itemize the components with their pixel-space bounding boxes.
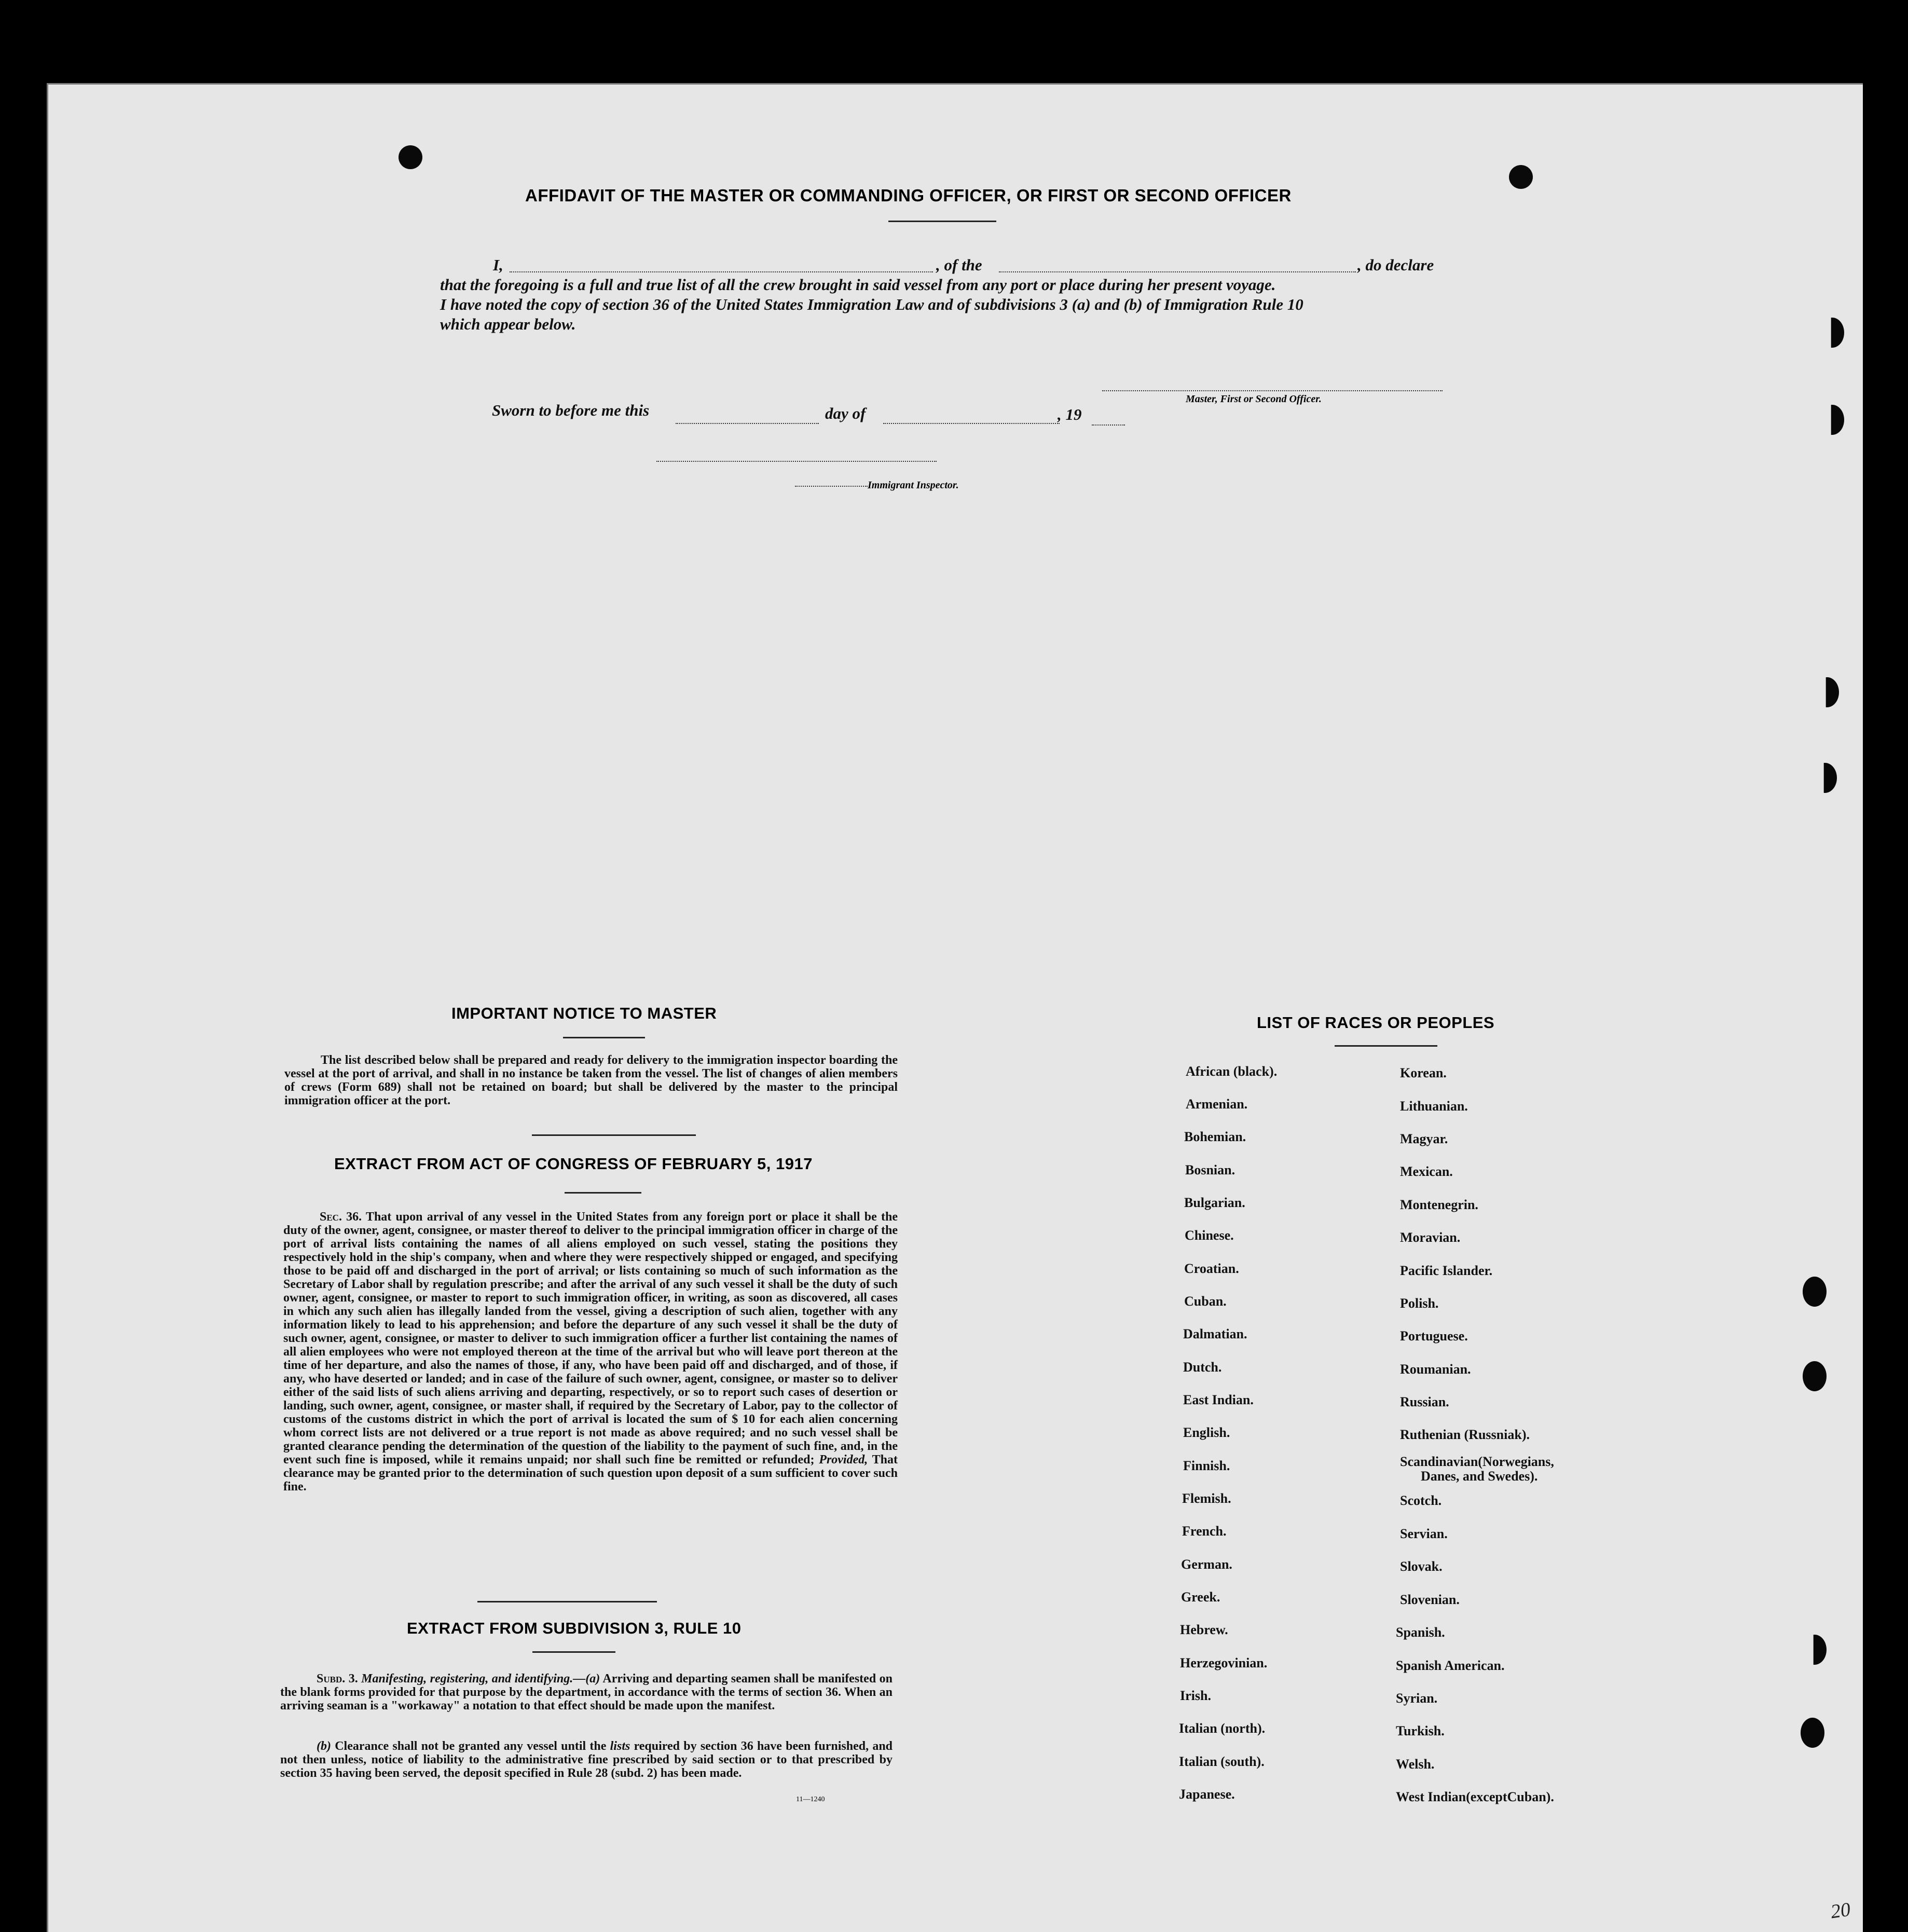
part-a-label: —(a) <box>573 1672 600 1686</box>
sworn-label: Sworn to before me this <box>492 401 650 419</box>
affidavit-declaration-row <box>493 255 503 275</box>
part-b-lists: lists <box>610 1739 630 1753</box>
race-item: Dutch. <box>1183 1360 1222 1375</box>
section-label: Sec. 36. <box>320 1210 362 1224</box>
race-item: Spanish. <box>1396 1625 1445 1640</box>
section-36-text: That upon arrival of any vessel in the United States from any foreign port or place it shall be the duty of the owner, agent, consignee, or master thereof to deliver to the principal immigration officer in charge of the port of arrival lists containing the names of all aliens employed on such vessel, stating the positions they respectively hold in the ship's company, when and where they were respectively shipped or engaged, and specifying those to be paid off and discharged in the port of arrival; or lists containing so much of such information as the Secretary of Labor shall by regulation prescribe; and after the arrival of any such vessel it shall be the duty of such owner, agent, consignee, or master to report to such immigration officer, in writing, as soon as discovered, all cases in which any such alien has illegally landed from the vessel, giving a description of such alien, together with any information likely to lead to his apprehension; and before the departure of any such vessel it shall be the duty of such owner, agent, consignee, or master to deliver to such immigration officer a further list containing the names of all alien employees who were not employed thereon at the time of the arrival but who will leave port thereon at the time of her departure, and also the names of those, if any, who have been paid off and discharged, and of those, if any, who have deserted or landed; and in case of the failure of such owner, agent, consignee, or master so to deliver either of the said lists of such aliens arriving and departing, respectively, or so to report such cases of desertion or landing, such owner, agent, consignee, or master shall, if required by the Secretary of Labor, pay to the collector of customs of the customs district in which the port of arrival is located the sum of $ 10 for each alien concerning whom correct lists are not delivered or a true report is not made as above required; and no such vessel shall be granted clearance pending the determination of the question of the liability to the payment of such fine, and, in the event such fine is imposed, while it remains unpaid; nor shall such fine be remitted or refunded; <box>283 1210 898 1467</box>
part-b-text-1: Clearance shall not be granted any vessel until the <box>335 1739 607 1753</box>
divider <box>477 1601 657 1602</box>
race-item: Hebrew. <box>1180 1622 1228 1637</box>
race-item: Pacific Islander. <box>1400 1263 1493 1278</box>
i-label: I, <box>493 256 503 274</box>
sworn-day-field[interactable] <box>676 423 819 424</box>
divider <box>563 1037 645 1038</box>
inspector-caption: Immigrant Inspector. <box>868 479 959 491</box>
race-item: Magyar. <box>1400 1131 1448 1146</box>
races-title: LIST OF RACES OR PEOPLES <box>1257 1013 1495 1032</box>
rule-extract-title: EXTRACT FROM SUBDIVISION 3, RULE 10 <box>407 1619 742 1637</box>
race-item: Slovak. <box>1400 1559 1443 1574</box>
race-item: French. <box>1182 1524 1227 1539</box>
vessel-field[interactable] <box>999 271 1356 272</box>
race-item: Bohemian. <box>1184 1129 1246 1144</box>
race-item: Mexican. <box>1400 1164 1453 1179</box>
rule-extract-part-b <box>280 1739 893 1780</box>
race-item: Greek. <box>1181 1590 1220 1605</box>
race-item: Chinese. <box>1185 1228 1234 1243</box>
binder-hole <box>1803 1277 1827 1307</box>
part-a-text: Arriving and departing seamen shall be manifested on the blank forms provided for that purpose by the department, in accordance with the terms of section 36. When an arriving seaman is a "workaway" a notation to that effect should be made upon the manifest. <box>280 1672 893 1712</box>
race-item: Croatian. <box>1184 1261 1239 1276</box>
binder-hole <box>1801 1718 1824 1748</box>
race-item: Italian (south). <box>1179 1754 1265 1769</box>
day-of-label: day of <box>825 404 866 422</box>
page-number-mark: 20 <box>1829 1898 1852 1923</box>
document-page <box>47 83 1863 1932</box>
race-item: Bosnian. <box>1185 1162 1236 1177</box>
race-item: Portuguese. <box>1400 1328 1468 1344</box>
divider <box>888 221 996 222</box>
race-item: West Indian(exceptCuban). <box>1396 1789 1554 1804</box>
divider <box>532 1134 696 1136</box>
race-item: Korean. <box>1400 1065 1447 1080</box>
rule-extract-part-a <box>280 1672 893 1712</box>
race-item: Dalmatian. <box>1183 1326 1247 1341</box>
race-item: Irish. <box>1180 1688 1211 1703</box>
race-item: Finnish. <box>1183 1458 1230 1473</box>
race-item: English. <box>1183 1425 1230 1440</box>
affidavit-title: AFFIDAVIT OF THE MASTER OR COMMANDING OFFICER, OR FIRST OR SECOND OFFICER <box>525 186 1292 205</box>
part-b-label: (b) <box>317 1739 331 1753</box>
part-b-text-2: required by section 36 have been furnished, and not then unless, notice of liability to the administrative fine prescribed by said section or to that prescribed by section 35 having been served, the deposit specified in Rule 28 (subd. 2) has been made. <box>280 1739 893 1780</box>
race-item: Scandinavian(Norwegians, <box>1400 1454 1554 1469</box>
punch-hole <box>399 145 422 169</box>
race-item: Lithuanian. <box>1400 1099 1468 1114</box>
race-item: Italian (north). <box>1179 1721 1266 1736</box>
race-item: Montenegrin. <box>1400 1197 1478 1212</box>
race-item: Scotch. <box>1400 1493 1442 1508</box>
affidavit-line-3: which appear below. <box>440 315 576 333</box>
race-item: Welsh. <box>1396 1757 1435 1772</box>
race-item: Ruthenian (Russniak). <box>1400 1427 1530 1442</box>
race-item: Japanese. <box>1179 1787 1235 1802</box>
race-item: Danes, and Swedes). <box>1421 1469 1538 1484</box>
inspector-signature-field[interactable] <box>656 461 937 462</box>
act-extract-text <box>283 1210 898 1493</box>
race-item: Cuban. <box>1184 1294 1227 1309</box>
year-label: , 19 <box>1058 405 1082 423</box>
sworn-month-field[interactable] <box>883 423 1060 424</box>
divider <box>532 1651 615 1653</box>
sworn-year-field[interactable] <box>1092 424 1125 426</box>
do-declare-label: , do declare <box>1357 256 1434 274</box>
divider <box>1335 1045 1437 1047</box>
race-item: Polish. <box>1400 1296 1439 1311</box>
master-signature-field[interactable] <box>1102 390 1443 391</box>
of-the-label: , of the <box>936 256 982 274</box>
master-signature-caption: Master, First or Second Officer. <box>1186 393 1322 405</box>
race-item: Armenian. <box>1186 1097 1248 1112</box>
subdivision-label: Subd. 3. <box>317 1672 358 1686</box>
binder-hole <box>1803 1361 1827 1391</box>
race-item: Russian. <box>1400 1394 1449 1409</box>
provided-text: That clearance may be granted prior to the determination of such question upon deposit of a sum sufficient to cover such fine. <box>283 1453 898 1493</box>
race-item: Syrian. <box>1396 1691 1438 1706</box>
notice-text: The list described below shall be prepared and ready for delivery to the immigration inspector boarding the vessel at the port of arrival, and shall in no instance be taken from the vessel. The list of changes of alien members of crews (Form 689) shall not be retained on board; but shall be delivered by the master to the principal immigration officer at the port. <box>284 1053 898 1107</box>
race-item: African (black). <box>1186 1064 1278 1079</box>
race-item: Herzegovinian. <box>1180 1655 1268 1670</box>
divider <box>565 1192 641 1194</box>
form-number: 11—1240 <box>796 1796 825 1803</box>
race-item: Spanish American. <box>1396 1658 1505 1673</box>
race-item: Roumanian. <box>1400 1362 1471 1377</box>
race-item: Flemish. <box>1182 1491 1231 1506</box>
punch-hole <box>1509 165 1533 189</box>
notice-title: IMPORTANT NOTICE TO MASTER <box>451 1004 717 1022</box>
race-item: Turkish. <box>1396 1723 1445 1738</box>
race-item: German. <box>1181 1557 1232 1572</box>
race-item: Servian. <box>1400 1526 1448 1541</box>
race-item: Moravian. <box>1400 1230 1461 1245</box>
provided-label: Provided, <box>819 1453 868 1467</box>
race-item: East Indian. <box>1183 1392 1254 1407</box>
act-extract-title: EXTRACT FROM ACT OF CONGRESS OF FEBRUARY 5, 1917 <box>334 1155 813 1173</box>
race-item: Slovenian. <box>1400 1592 1460 1607</box>
race-item: Bulgarian. <box>1184 1195 1245 1210</box>
affidavit-line-1: that the foregoing is a full and true list of all the crew brought in said vessel from any port or place during her present voyage. <box>440 276 1276 294</box>
subdivision-heading: Manifesting, registering, and identifying. <box>361 1672 573 1686</box>
affidavit-line-2: I have noted the copy of section 36 of the United States Immigration Law and of subdivisions 3 (a) and (b) of Immigration Rule 10 <box>440 295 1303 313</box>
name-field[interactable] <box>510 271 933 272</box>
inspector-signature-field-2[interactable] <box>795 486 868 487</box>
